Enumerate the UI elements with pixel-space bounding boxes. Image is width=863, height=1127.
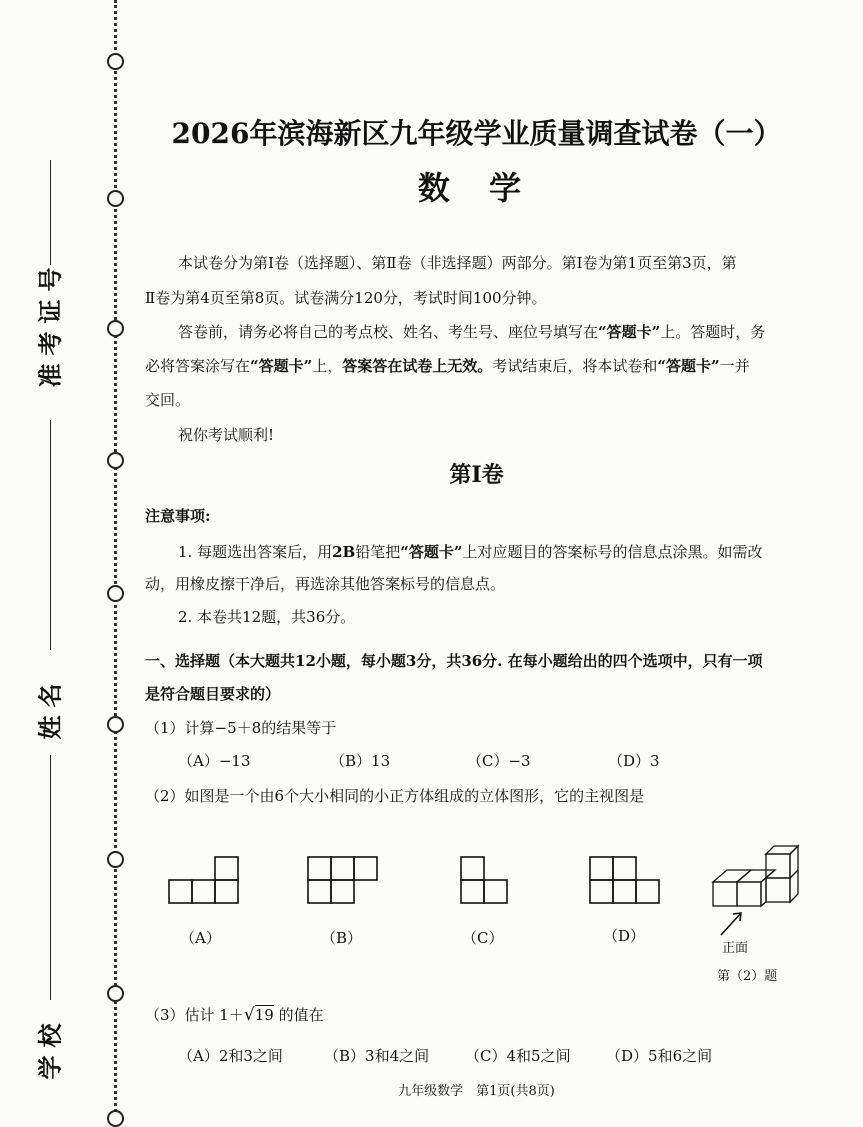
notice-text: 上对应题目的答案标号的信息点涂黑。如需改 [462,543,763,561]
front-arrow-icon [721,913,741,935]
notice-title: 注意事项: [145,507,211,525]
intro-text: 答卷前，请务必将自己的考点校、姓名、考生号、座位号填写在 [178,323,599,341]
intro-text: 必将答案涂写在 [145,357,251,375]
q1-option-b[interactable]: （B）13 [330,752,391,770]
notice-text: 1. 每题选出答案后，用 [178,543,333,561]
notice-1-cont: 动，用橡皮擦干净后，再选涂其他答案标号的信息点。 [145,575,506,593]
part-1-title: 第Ⅰ卷 [449,462,504,488]
q2-label-d[interactable]: （D） [603,927,646,945]
name-label: 姓名 [36,675,65,740]
q3-option-b[interactable]: （B）3和4之间 [324,1047,430,1065]
intro-warning: 答案答在试卷上无效。 [342,357,493,375]
exam-title: 2026年滨海新区九年级学业质量调查试卷（一） [171,117,782,150]
q1-option-d[interactable]: （D）3 [608,752,660,770]
intro-line-2: Ⅱ卷为第4页至第8页。试卷满分120分，考试时间100分钟。 [145,289,547,307]
q1-option-a[interactable]: （A）−13 [178,752,251,770]
q2-option-b-view [308,857,377,903]
intro-line-5: 交回。 [145,391,191,409]
sqrt-icon: √ [243,1005,255,1025]
notice-text: 铅笔把 [355,543,401,561]
answer-card-term: “答题卡” [400,543,463,561]
section-1-heading-cont: 是符合题目要求的） [145,685,281,703]
question-1-stem: （1）计算−5＋8的结果等于 [145,719,337,737]
q3-option-c[interactable]: （C）4和5之间 [465,1047,571,1065]
q3-option-d[interactable]: （D）5和6之间 [606,1047,713,1065]
q3-text: 的值在 [273,1006,324,1024]
section-1-heading: 一、选择题（本大题共12小题，每小题3分，共36分. 在每小题给出的四个选项中，只有一项 [145,652,763,670]
intro-line-1: 本试卷分为第Ⅰ卷（选择题）、第Ⅱ卷（非选择题）两部分。第Ⅰ卷为第1页至第3页，第 [178,254,737,272]
q3-text: （3）估计 1＋ [145,1006,244,1024]
q2-option-a-view [169,857,238,903]
q2-label-a[interactable]: （A） [180,929,221,947]
exam-no-label: 准考证号 [36,259,65,388]
question-3-stem [145,1004,324,1025]
answer-card-term: “答题卡” [657,357,720,375]
page-footer: 九年级数学 第1页(共8页) [398,1084,555,1099]
q2-option-c-view [461,857,507,903]
answer-card-term: “答题卡” [250,357,313,375]
notice-2: 2. 本卷共12题，共36分。 [178,608,356,626]
q1-option-c[interactable]: （C）−3 [467,752,531,770]
answer-card-term: “答题卡” [598,323,661,341]
q2-label-b[interactable]: （B） [321,929,363,947]
q2-option-d-view [590,857,659,903]
intro-text: 一并 [719,357,750,375]
intro-text: 上， [312,357,343,375]
q2-solid-figure [713,846,798,906]
q2-label-c[interactable]: （C） [462,929,504,947]
q2-figure-caption: 第（2）题 [717,969,778,984]
q3-option-a[interactable]: （A）2和3之间 [178,1047,283,1065]
school-label: 学校 [36,1015,65,1080]
intro-text: 考试结束后，将本试卷和 [492,357,658,375]
front-label: 正面 [722,941,749,956]
pencil-grade: 2B [332,543,356,561]
q3-radicand: 19 [254,1006,274,1024]
question-2-stem: （2）如图是一个由6个大小相同的小正方体组成的立体图形，它的主视图是 [145,787,645,805]
subject-title: 数 学 [417,169,536,207]
intro-wish: 祝你考试顺利! [178,426,275,444]
intro-text: 上。答题时，务 [660,323,766,341]
